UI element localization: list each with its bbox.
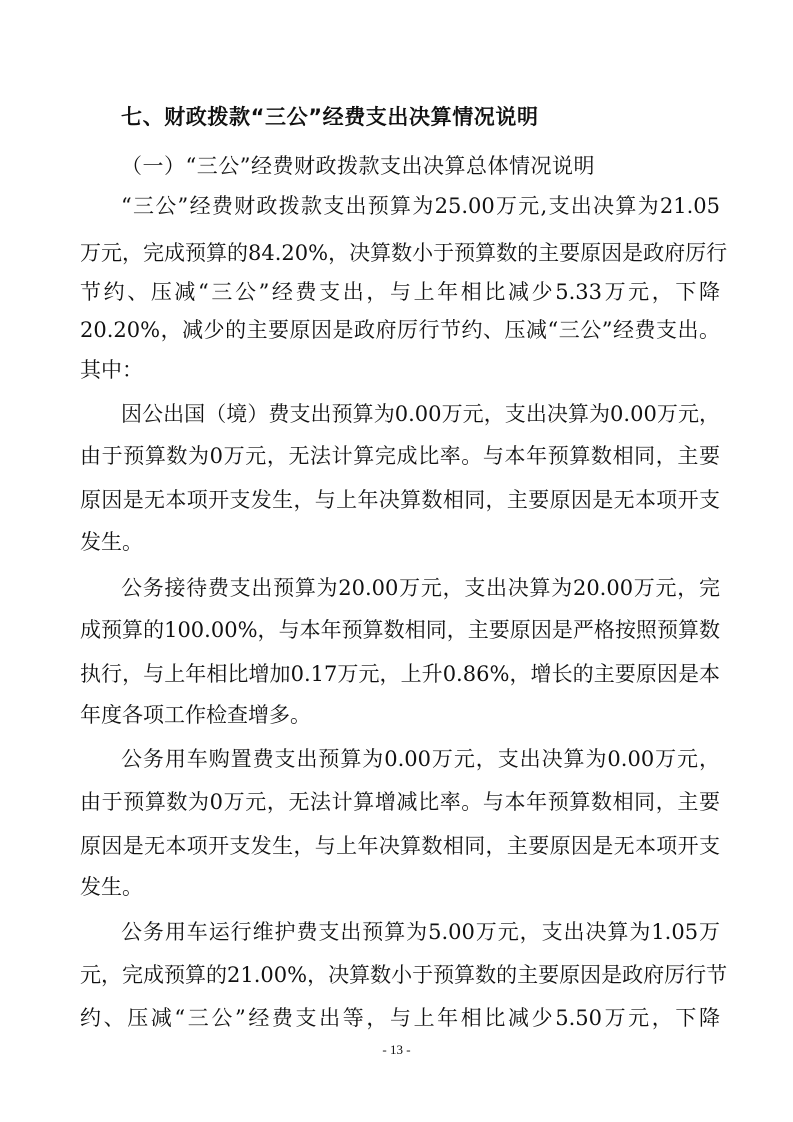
- paragraph-line: 由于预算数为0万元，无法计算完成比率。与本年预算数相同，主要: [80, 444, 720, 468]
- paragraph-line: 其中：: [80, 358, 143, 382]
- paragraph-line: “三公”经费财政拨款支出预算为25.00万元,支出决算为21.05: [121, 194, 720, 218]
- paragraph-line: 节约、压减“三公”经费支出，与上年相比减少5.33万元，下降: [80, 280, 720, 304]
- paragraph-line: 执行，与上年相比增加0.17万元，上升0.86%，增长的主要原因是本: [80, 662, 720, 686]
- paragraph-line: 原因是无本项开支发生，与上年决算数相同，主要原因是无本项开支: [80, 834, 720, 858]
- paragraph-line: 发生。: [80, 530, 143, 554]
- paragraph-line: 元，完成预算的21.00%，决算数小于预算数的主要原因是政府厉行节: [80, 963, 728, 987]
- paragraph-line: 年度各项工作检查增多。: [80, 703, 311, 727]
- paragraph-line: 20.20%，减少的主要原因是政府厉行节约、压减“三公”经费支出。: [80, 318, 720, 342]
- paragraph-line: 约、压减“三公”经费支出等，与上年相比减少5.50万元，下降: [80, 1006, 720, 1030]
- page-number: - 13 -: [382, 1042, 411, 1057]
- paragraph-line: 公务用车购置费支出预算为0.00万元，支出决算为0.00万元，: [121, 747, 720, 771]
- paragraph-line: 因公出国（境）费支出预算为0.00万元，支出决算为0.00万元，: [121, 402, 720, 426]
- paragraph-line: 由于预算数为0万元，无法计算增减比率。与本年预算数相同，主要: [80, 790, 720, 814]
- paragraph-line: 万元，完成预算的84.20%，决算数小于预算数的主要原因是政府厉行: [80, 241, 728, 265]
- paragraph-line: 成预算的100.00%，与本年预算数相同，主要原因是严格按照预算数: [80, 618, 720, 642]
- paragraph-line: 公务接待费支出预算为20.00万元，支出决算为20.00万元，完: [121, 576, 720, 600]
- paragraph-line: 发生。: [80, 875, 143, 899]
- subsection-heading: （一）“三公”经费财政拨款支出决算总体情况说明: [121, 154, 595, 178]
- paragraph-line: 公务用车运行维护费支出预算为5.00万元，支出决算为1.05万: [121, 920, 720, 944]
- paragraph-line: 原因是无本项开支发生，与上年决算数相同，主要原因是无本项开支: [80, 488, 720, 512]
- section-heading: 七、财政拨款“三公”经费支出决算情况说明: [121, 105, 539, 129]
